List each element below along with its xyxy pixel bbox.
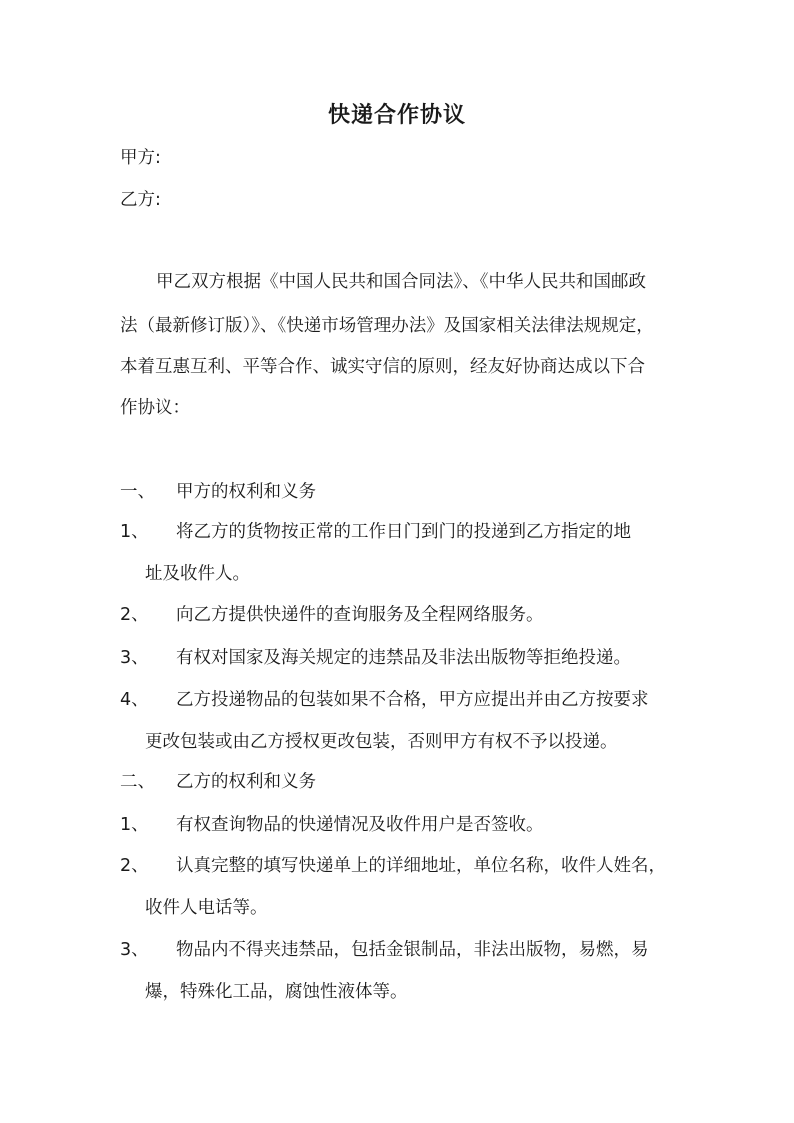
- list-item: [120, 646, 631, 670]
- item-continuation: 收件人电话等。: [145, 898, 268, 918]
- document-title: 快递合作协议: [327, 103, 466, 128]
- list-item: [120, 813, 544, 837]
- preamble-line: 本着互惠互利、平等合作、诚实守信的原则，经友好协商达成以下合: [120, 357, 645, 377]
- item-text: 有权查询物品的快递情况及收件用户是否签收。: [176, 815, 544, 835]
- item-text: 有权对国家及海关规定的违禁品及非法出版物等拒绝投递。: [176, 648, 631, 668]
- section-heading-party-a: [120, 480, 316, 504]
- item-number: 4、: [120, 690, 149, 710]
- item-number: 1、: [120, 522, 149, 542]
- section-heading-party-b: [120, 770, 316, 794]
- item-continuation: 址及收件人。: [145, 564, 250, 584]
- list-item: [120, 854, 666, 878]
- item-number: 3、: [120, 648, 149, 668]
- item-number: 1、: [120, 815, 149, 835]
- preamble-line: 作协议：: [120, 398, 190, 418]
- item-text: 向乙方提供快递件的查询服务及全程网络服务。: [176, 605, 544, 625]
- list-item: [120, 603, 544, 627]
- section-number: 二、: [120, 772, 155, 792]
- preamble-line: 法（最新修订版）》、《快递市场管理办法》及国家相关法律法规规定，: [120, 316, 654, 336]
- list-item: [120, 688, 649, 712]
- item-number: 2、: [120, 605, 149, 625]
- item-text: 认真完整的填写快递单上的详细地址，单位名称，收件人姓名，: [176, 856, 666, 876]
- section-heading-text: 乙方的权利和义务: [176, 772, 316, 792]
- item-text: 乙方投递物品的包装如果不合格，甲方应提出并由乙方按要求: [176, 690, 649, 710]
- item-text: 将乙方的货物按正常的工作日门到门的投递到乙方指定的地: [176, 522, 631, 542]
- item-number: 3、: [120, 940, 149, 960]
- party-b-label: 乙方:: [120, 190, 161, 210]
- item-continuation: 爆，特殊化工品，腐蚀性液体等。: [145, 982, 408, 1002]
- list-item: [120, 520, 631, 544]
- list-item: [120, 938, 649, 962]
- item-continuation: 更改包装或由乙方授权更改包装，否则甲方有权不予以投递。: [145, 732, 618, 752]
- item-text: 物品内不得夹违禁品，包括金银制品，非法出版物，易燃，易: [176, 940, 649, 960]
- section-heading-text: 甲方的权利和义务: [176, 482, 316, 502]
- party-a-label: 甲方:: [120, 148, 161, 168]
- preamble-line: 甲乙双方根据《中国人民共和国合同法》、《中华人民共和国邮政: [156, 272, 646, 292]
- section-number: 一、: [120, 482, 155, 502]
- item-number: 2、: [120, 856, 149, 876]
